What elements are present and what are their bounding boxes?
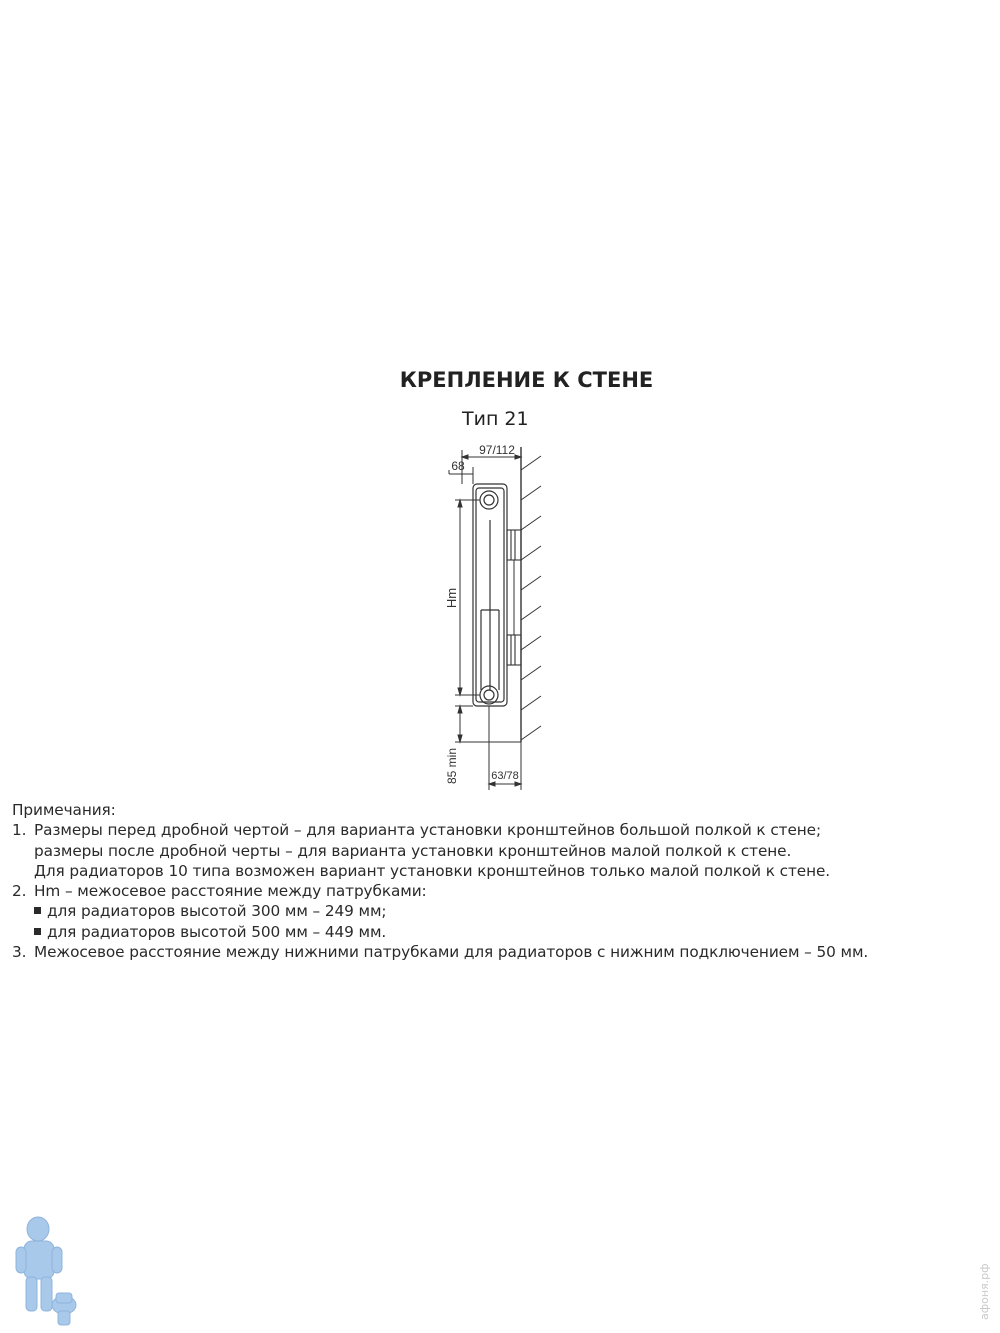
watermark: афоня.рф bbox=[978, 1263, 991, 1320]
wall-hatching bbox=[521, 456, 541, 740]
dim-bottom-gap-line bbox=[455, 706, 521, 742]
upper-bracket bbox=[507, 530, 521, 560]
note-text: Размеры перед дробной чертой – для варианта установки кронштейнов большой полкой к стене; bbox=[34, 821, 822, 840]
note-number: 2. bbox=[12, 882, 27, 901]
plumber-mascot-icon bbox=[8, 1215, 78, 1330]
bottom-connection bbox=[480, 686, 498, 704]
note-bullet: для радиаторов высотой 500 мм – 449 мм. bbox=[12, 922, 997, 942]
dim-bottom-gap-label: 85 min bbox=[445, 747, 459, 785]
note-bullet: для радиаторов высотой 300 мм – 249 мм; bbox=[12, 901, 997, 921]
note-item-3 bbox=[12, 942, 997, 962]
note-item-1 bbox=[12, 820, 997, 840]
page-title: КРЕПЛЕНИЕ К СТЕНЕ bbox=[399, 368, 654, 392]
dim-left-label: 68 bbox=[451, 459, 465, 473]
lower-bracket bbox=[507, 635, 521, 665]
diagram-subtitle: Тип 21 bbox=[462, 408, 529, 430]
note-item-2 bbox=[12, 881, 997, 901]
dim-top-label: 97/112 bbox=[479, 443, 515, 457]
notes-block bbox=[12, 800, 997, 962]
top-connection bbox=[480, 491, 498, 509]
note-text: размеры после дробной черты – для варианта установки кронштейнов малой полкой к стене. bbox=[34, 841, 792, 860]
note-number: 3. bbox=[12, 943, 27, 962]
dim-bottom-width-label: 63/78 bbox=[491, 770, 519, 782]
note-text: Hm – межосевое расстояние между патрубками: bbox=[34, 882, 427, 901]
note-text: Межосевое расстояние между нижними патрубками для радиаторов с нижним подключением – 50 мм. bbox=[34, 943, 869, 962]
radiator-body bbox=[473, 484, 507, 706]
note-number: 1. bbox=[12, 821, 27, 840]
notes-heading: Примечания: bbox=[12, 801, 116, 819]
dim-hm-label: Hm bbox=[444, 587, 459, 609]
note-text: Для радиаторов 10 типа возможен вариант установки кронштейнов только малой полкой к стене. bbox=[34, 861, 831, 880]
